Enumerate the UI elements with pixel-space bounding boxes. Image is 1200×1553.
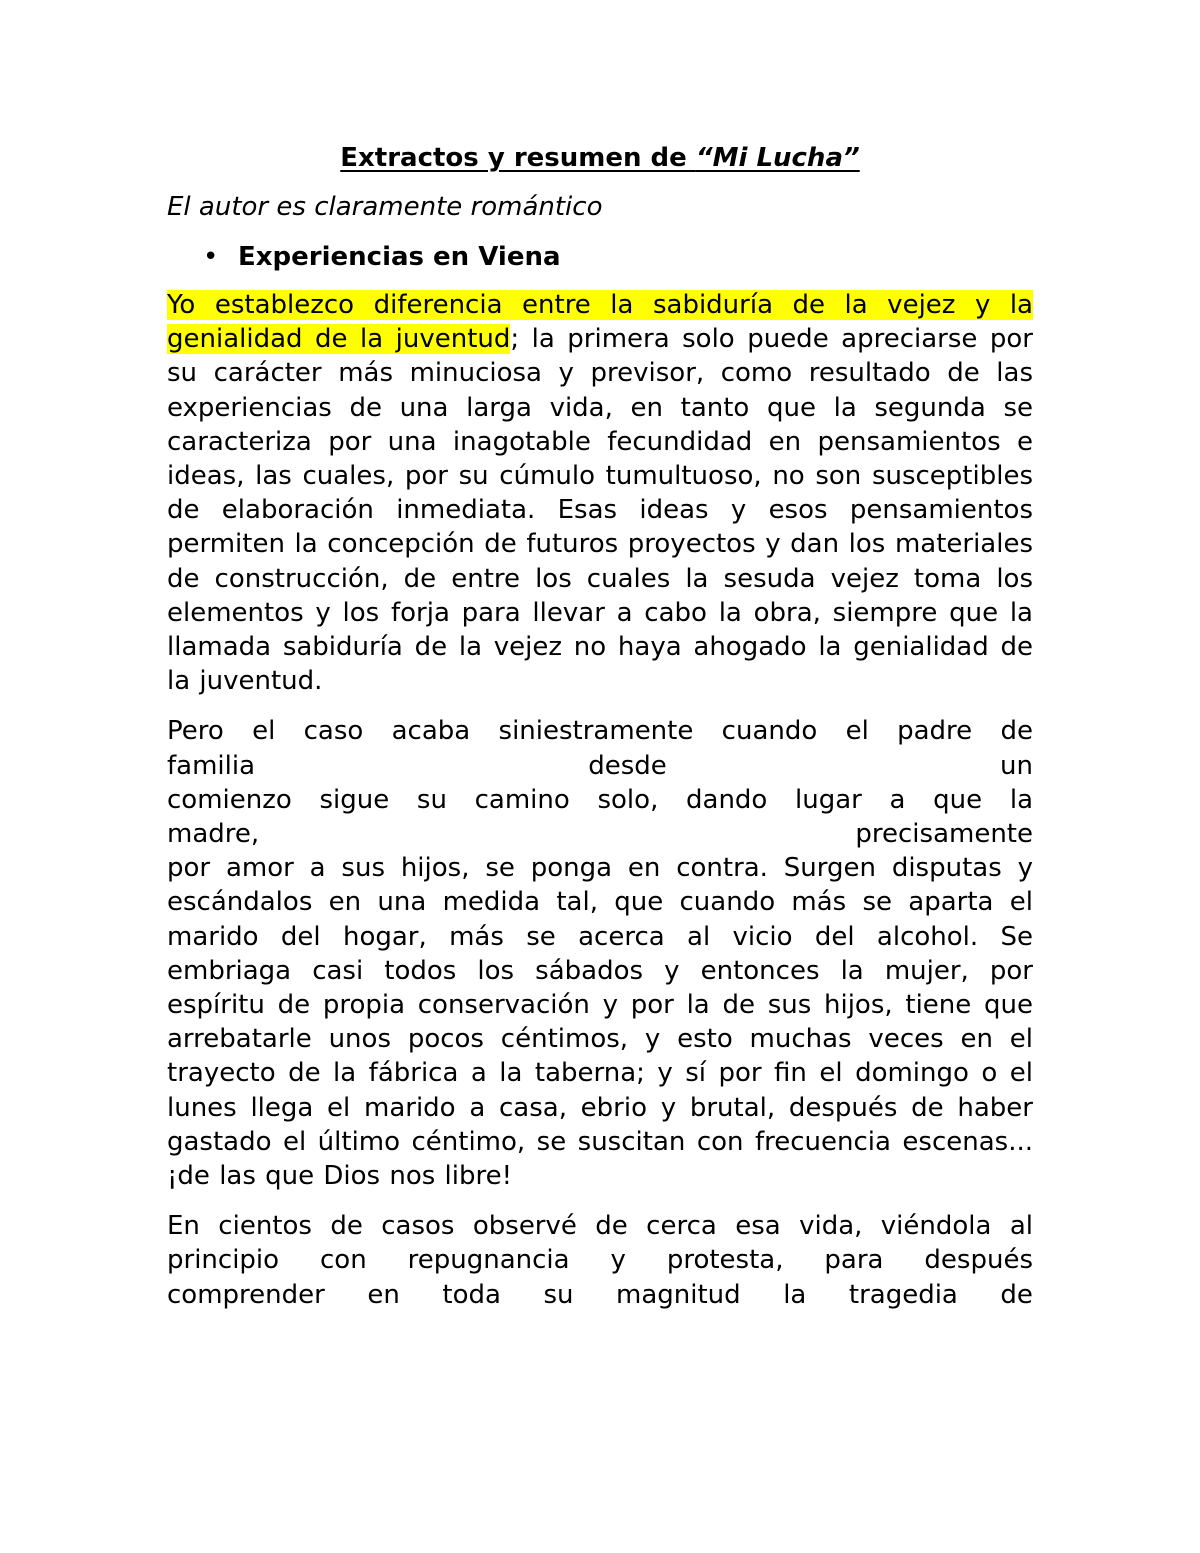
- p3-word: tragedia: [848, 1279, 958, 1310]
- p2-word-un: un: [1000, 750, 1033, 781]
- section-heading-bullet: [167, 240, 1033, 274]
- highlighted-text: Yo establezco diferencia entre la sabiduría de la vejez y la genialidad de la juventud: [167, 290, 1033, 355]
- p3-word: en: [367, 1279, 400, 1310]
- paragraph-2-line-3: comienzo sigue su camino solo, dando lugar a que la: [167, 784, 1033, 815]
- p3-word: toda: [442, 1279, 501, 1310]
- p3-word: de: [1000, 1279, 1033, 1310]
- p2-word-desde: desde: [588, 750, 667, 781]
- p3-word: magnitud: [616, 1279, 741, 1310]
- paragraph-3: [167, 1209, 1033, 1312]
- p3-word: la: [783, 1279, 807, 1310]
- paragraph-2: [167, 714, 1033, 1193]
- paragraph-2-rest: por amor a sus hijos, se ponga en contra. Surgen disputas y escándalos en una medida tal, que cuando más se aparta el marido del hogar, más se acerca al vicio del alcohol. Se embriaga casi todos los sábados y entonces la mujer, por espíritu de propia conservación y por la de sus hijos, tiene que arrebatarle unos pocos céntimos, y esto muchas veces en el trayecto de la fábrica a la taberna; y sí por fin el domingo o el lunes llega el marido a casa, ebrio y brutal, después de haber gastado el último céntimo, se suscitan con frecuencia escenas... ¡de las que Dios nos libre!: [167, 853, 1033, 1192]
- p3-word: su: [543, 1279, 574, 1310]
- document-body: [167, 138, 1033, 1312]
- document-title: [167, 138, 1033, 178]
- paragraph-1: [167, 288, 1033, 698]
- p2-word-familia: familia: [167, 750, 256, 781]
- document-subtitle: El autor es claramente romántico: [167, 192, 603, 222]
- paragraph-2-line-1: Pero el caso acaba siniestramente cuando el padre de: [167, 716, 1033, 747]
- paragraph-2-line-2: [167, 749, 1033, 783]
- p2-word-madre: madre,: [167, 819, 260, 850]
- bullet-icon: •: [203, 242, 219, 272]
- section-bullet-list: [167, 240, 1033, 274]
- title-main: Extractos y resumen de: [340, 143, 696, 173]
- p2-word-precisamente: precisamente: [855, 819, 1033, 850]
- paragraph-3-text: En cientos de casos observé de cerca esa vida, viéndola al principio con repugnancia y protesta, para después: [167, 1211, 1033, 1276]
- p3-word: comprender: [167, 1279, 325, 1310]
- paragraph-1-rest: ; la primera solo puede apreciarse por su carácter más minuciosa y previsor, como resultado de las experiencias de una larga vida, en tanto que la segunda se caracteriza por una inagotable fecundidad en pensamientos e ideas, las cuales, por su cúmulo tumultuoso, no son susceptibles de elaboración inmediata. Esas ideas y esos pensamientos permiten la concepción de futuros proyectos y dan los materiales de construcción, de entre los cuales la sesuda vejez toma los elementos y los forja para llevar a cabo la obra, siempre que la llamada sabiduría de la vejez no haya ahogado la genialidad de la juventud.: [167, 324, 1033, 697]
- paragraph-2-line-4: [167, 817, 1033, 851]
- paragraph-3-last-line: [167, 1278, 1033, 1312]
- title-italic: “Mi Lucha”: [695, 143, 860, 173]
- section-heading-text: Experiencias en Viena: [238, 242, 561, 272]
